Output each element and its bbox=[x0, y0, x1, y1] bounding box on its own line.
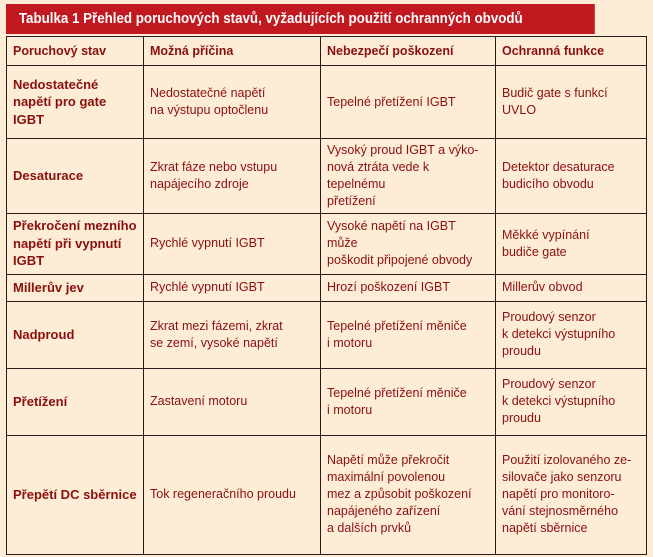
header-fault-state: Poruchový stav bbox=[7, 37, 144, 66]
fault-state-cell: Millerův jev bbox=[7, 274, 144, 301]
header-protection-function: Ochranná funkce bbox=[496, 37, 647, 66]
cause-cell: Nedostatečné napětí na výstupu optočlenu bbox=[144, 66, 321, 139]
fault-state-cell: Přepětí DC sběrnice bbox=[7, 435, 144, 554]
fault-state-cell: Nadproud bbox=[7, 301, 144, 368]
fault-state-cell: Nedostatečné napětí pro gate IGBT bbox=[7, 66, 144, 139]
cause-cell: Tok regeneračního proudu bbox=[144, 435, 321, 554]
header-damage-risk: Nebezpečí poškození bbox=[321, 37, 496, 66]
fault-state-cell: Přetížení bbox=[7, 368, 144, 435]
header-possible-cause: Možná příčina bbox=[144, 37, 321, 66]
table-title: Tabulka 1 Přehled poruchových stavů, vyžadujících použití ochranných obvodů bbox=[6, 4, 595, 34]
table-row bbox=[7, 435, 647, 554]
table-row bbox=[7, 66, 647, 139]
damage-cell: Napětí může překročit maximální povolenou mez a způsobit poškození napájeného zařízení a dalších prvků bbox=[321, 435, 496, 554]
fault-table bbox=[6, 36, 647, 555]
table-row bbox=[7, 139, 647, 214]
damage-cell: Vysoké napětí na IGBT může poškodit připojené obvody bbox=[321, 213, 496, 274]
cause-cell: Zastavení motoru bbox=[144, 368, 321, 435]
fault-state-cell: Desaturace bbox=[7, 139, 144, 214]
cause-cell: Zkrat fáze nebo vstupu napájecího zdroje bbox=[144, 139, 321, 214]
protection-cell: Detektor desaturace budicího obvodu bbox=[496, 139, 647, 214]
table-header-row bbox=[7, 37, 647, 66]
table-row bbox=[7, 213, 647, 274]
table-row bbox=[7, 368, 647, 435]
cause-cell: Rychlé vypnutí IGBT bbox=[144, 213, 321, 274]
table-row bbox=[7, 301, 647, 368]
protection-cell: Proudový senzor k detekci výstupního proudu bbox=[496, 301, 647, 368]
protection-cell: Proudový senzor k detekci výstupního proudu bbox=[496, 368, 647, 435]
table-row bbox=[7, 274, 647, 301]
fault-state-cell: Překročení mezního napětí při vypnutí IGBT bbox=[7, 213, 144, 274]
protection-cell: Měkké vypínání budiče gate bbox=[496, 213, 647, 274]
damage-cell: Tepelné přetížení měniče i motoru bbox=[321, 301, 496, 368]
protection-cell: Budič gate s funkcí UVLO bbox=[496, 66, 647, 139]
damage-cell: Tepelné přetížení měniče i motoru bbox=[321, 368, 496, 435]
damage-cell: Tepelné přetížení IGBT bbox=[321, 66, 496, 139]
protection-cell: Millerův obvod bbox=[496, 274, 647, 301]
protection-cell: Použití izolovaného ze- silovače jako senzoru napětí pro monitoro- vání stejnosměrného napětí sběrnice bbox=[496, 435, 647, 554]
cause-cell: Zkrat mezi fázemi, zkrat se zemí, vysoké napětí bbox=[144, 301, 321, 368]
damage-cell: Hrozí poškození IGBT bbox=[321, 274, 496, 301]
damage-cell: Vysoký proud IGBT a výko- nová ztráta vede k tepelnému přetížení bbox=[321, 139, 496, 214]
cause-cell: Rychlé vypnutí IGBT bbox=[144, 274, 321, 301]
